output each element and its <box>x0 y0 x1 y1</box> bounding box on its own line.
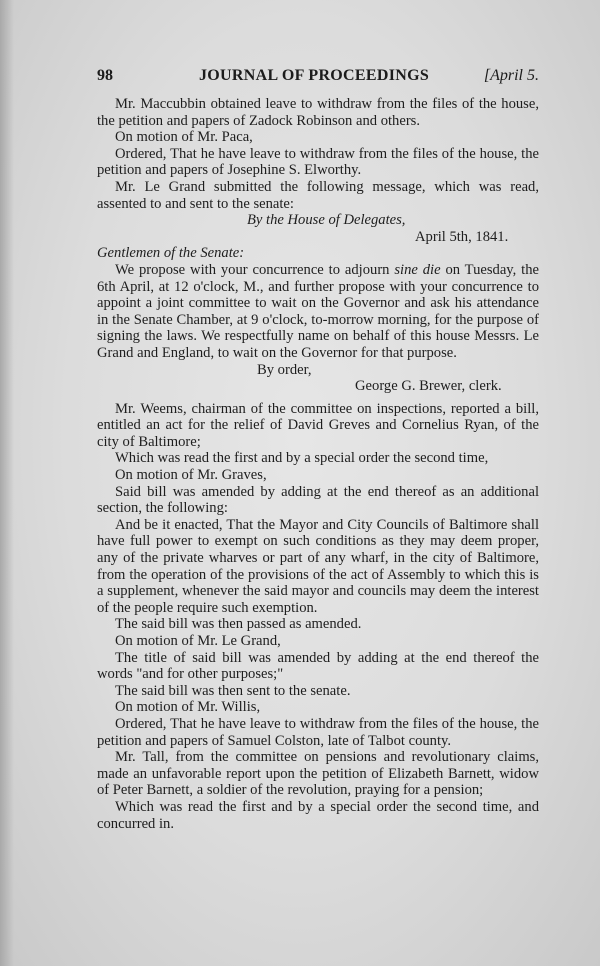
paragraph: The said bill was then passed as amended. <box>115 616 362 633</box>
paragraph: Mr. Tall, from the committee on pensions and revolutionary claims, made an unfavorable report upon the petition of Elizabeth Barnett, widow of Peter Barnett, a soldier of the revolution, praying for a pension; <box>97 749 539 799</box>
message-text-latin: sine die <box>394 261 441 278</box>
message-text-end: on Tuesday, the 6th April, at 12 o'clock, M., and further propose with your concurrence to appoint a joint committee to wait on the Governor and ask his attendance in the Senate Chamber, at 9 o'clock, to-morrow morning, for the purpose of signing the laws. We respectfully name on behalf of this house Messrs. Le Grand and England, to wait on the Governor for that purpose. <box>97 261 539 361</box>
page-number: 98 <box>97 67 113 84</box>
message-closing: By order, <box>257 361 312 378</box>
paragraph: On motion of Mr. Willis, <box>115 699 261 716</box>
message-signature: George G. Brewer, clerk. <box>355 378 502 395</box>
journal-body <box>97 96 539 832</box>
paragraph: On motion of Mr. Paca, <box>115 129 253 146</box>
paragraph: Ordered, That he have leave to withdraw from the files of the house, the petition and papers of Josephine S. Elworthy. <box>97 145 539 179</box>
paragraph: On motion of Mr. Le Grand, <box>115 633 281 649</box>
page-header <box>97 67 539 87</box>
paragraph: Mr. Weems, chairman of the committee on inspections, reported a bill, entitled an act for the relief of David Greves and Cornelius Ryan, of the city of Baltimore; <box>97 400 539 450</box>
paragraph: Which was read the first and by a special order the second time, and concurred in. <box>97 798 539 832</box>
paragraph: The said bill was then sent to the senate. <box>115 682 351 699</box>
paragraph: Mr. Le Grand submitted the following message, which was read, assented to and sent to the senate: <box>97 178 539 212</box>
message-text <box>97 262 539 362</box>
paragraph: Ordered, That he have leave to withdraw from the files of the house, the petition and papers of Samuel Colston, late of Talbot county. <box>97 715 539 749</box>
message-date: April 5th, 1841. <box>415 228 509 245</box>
paragraph: Which was read the first and by a special order the second time, <box>115 450 489 467</box>
running-title: JOURNAL OF PROCEEDINGS <box>199 67 430 84</box>
paragraph: Mr. Maccubbin obtained leave to withdraw from the files of the house, the petition and papers of Zadock Robinson and others. <box>97 96 539 129</box>
message-header: By the House of Delegates, <box>247 212 406 229</box>
header-date: [April 5. <box>483 67 539 84</box>
message-text-start: We propose with your concurrence to adjourn <box>115 261 395 278</box>
paragraph: The title of said bill was amended by adding at the end thereof the words "and for other purposes;" <box>97 649 539 683</box>
paragraph: And be it enacted, That the Mayor and City Councils of Baltimore shall have full power to exempt on such conditions as they may deem proper, any of the private wharves or part of any wharf, in the city of Baltimore, from the operation of the provisions of the act of Assembly to which this is a supplement, whenever the said mayor and councils may deem the interest of the people require such exemption. <box>97 516 539 616</box>
paragraph: Said bill was amended by adding at the end thereof as an additional section, the following: <box>97 483 539 517</box>
paragraph: On motion of Mr. Graves, <box>115 467 267 484</box>
page-gutter-shadow <box>0 0 14 966</box>
message-salutation: Gentlemen of the Senate: <box>97 245 245 262</box>
